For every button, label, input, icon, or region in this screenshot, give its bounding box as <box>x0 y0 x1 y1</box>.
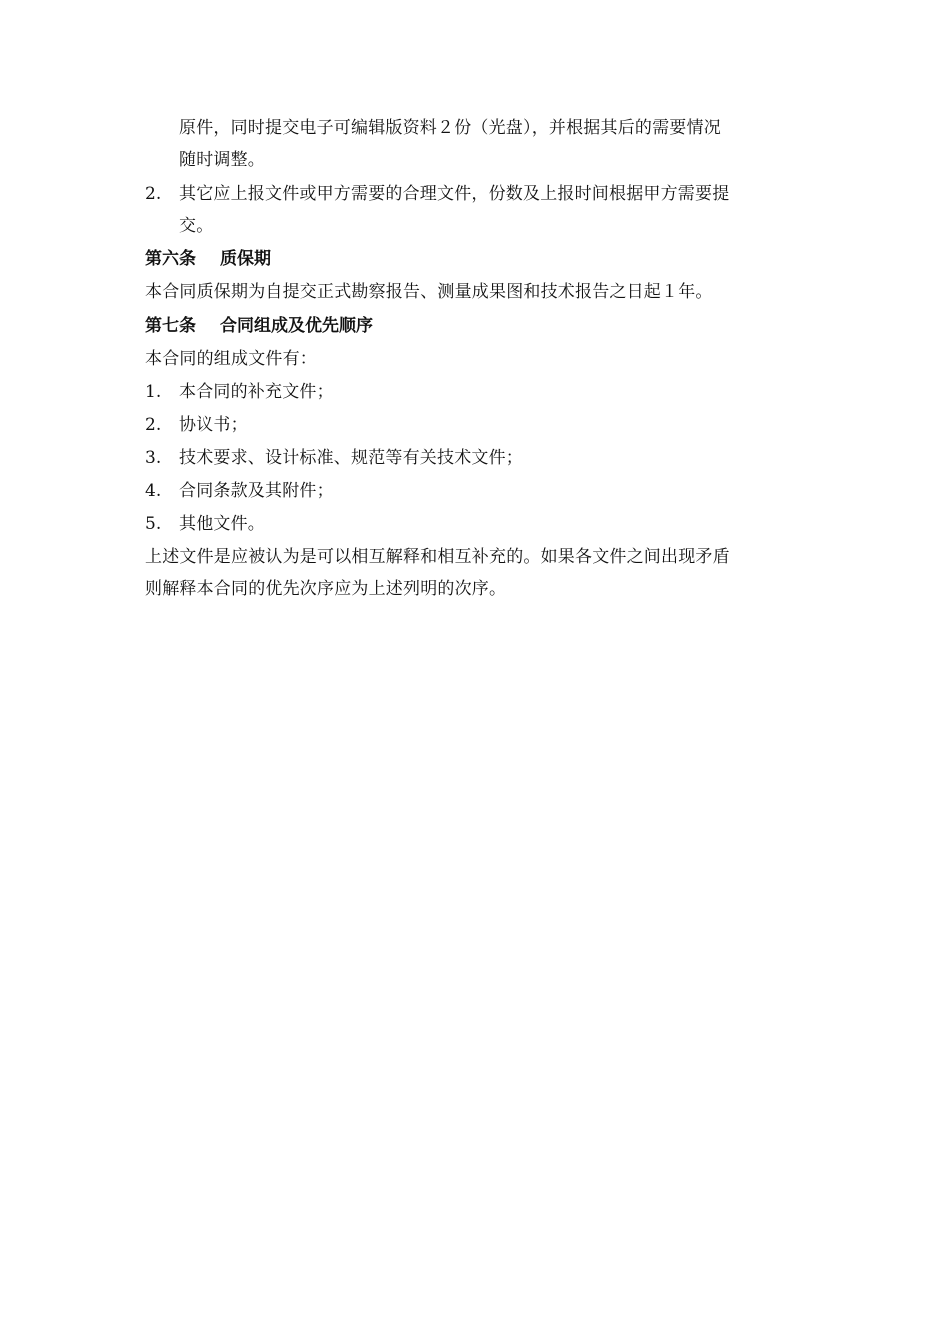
list-item-number: 1. <box>145 382 162 402</box>
list-item-text: 本合同的补充文件； <box>179 382 334 402</box>
article-6-body: 本合同质保期为自提交正式勘察报告、测量成果图和技术报告之日起１年。 <box>145 282 713 302</box>
article-7-heading <box>145 311 815 341</box>
article-6-heading <box>145 244 815 274</box>
list-item-number: 3. <box>145 448 162 468</box>
list-item-text: 技术要求、设计标准、规范等有关技术文件； <box>179 448 523 468</box>
article-7-closing-line-1: 上述文件是应被认为是可以相互解释和相互补充的。如果各文件之间出现矛盾 <box>145 547 730 567</box>
list-item-number: 2. <box>145 184 162 204</box>
list-item-text: 协议书； <box>179 415 248 435</box>
list-item-text-continuation: 交。 <box>179 216 214 236</box>
list-item-text: 合同条款及其附件； <box>179 481 334 501</box>
article-6-title: 质保期 <box>220 249 271 269</box>
list-item-number: 4. <box>145 481 162 501</box>
list-item-text: 其它应上报文件或甲方需要的合理文件，份数及上报时间根据甲方需要提 <box>179 184 730 204</box>
article-7-title: 合同组成及优先顺序 <box>220 316 373 336</box>
article-7-closing-line-2: 则解释本合同的优先次序应为上述列明的次序。 <box>145 579 507 599</box>
article-7-label: 第七条 <box>145 316 196 336</box>
list-item-text: 其他文件。 <box>179 514 265 534</box>
list-item-number: 5. <box>145 514 162 534</box>
article-7-intro: 本合同的组成文件有： <box>145 349 317 369</box>
continuation-line-1: 原件，同时提交电子可编辑版资料２份（光盘），并根据其后的需要情况 <box>179 118 721 138</box>
continuation-line-2: 随时调整。 <box>179 150 265 170</box>
list-item-number: 2. <box>145 415 162 435</box>
article-6-label: 第六条 <box>145 249 196 269</box>
